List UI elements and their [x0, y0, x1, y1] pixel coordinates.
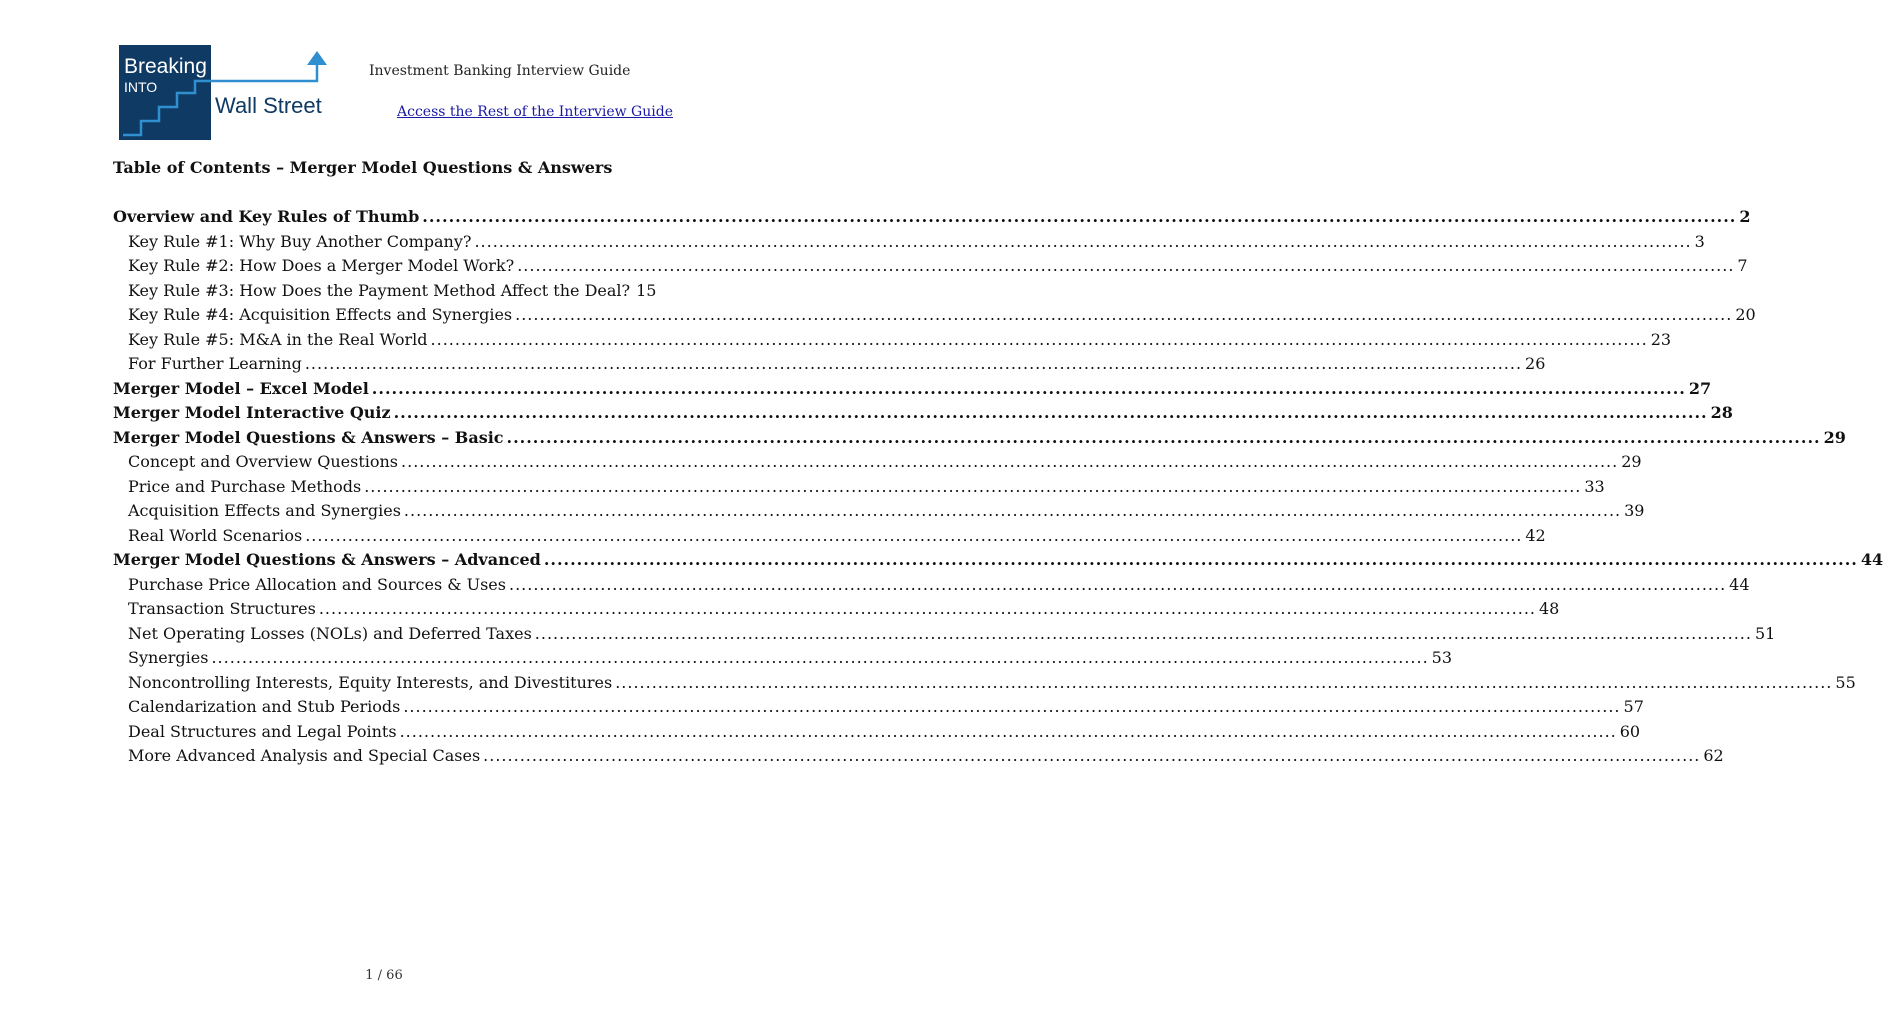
toc-entry-page: 26: [1525, 354, 1546, 373]
toc-entry-page: 27: [1688, 378, 1712, 398]
toc-dot-leader: ........................................................................................................................................................................................................: [305, 525, 1523, 545]
toc-entry[interactable]: [113, 672, 1856, 698]
toc-entry-page: 28: [1710, 403, 1733, 422]
toc-heading: Table of Contents – Merger Model Questions & Answers: [113, 158, 613, 177]
toc-dot-leader: ........................................................................................................................................................................................................: [393, 403, 1708, 422]
toc-dot-leader: ........................................................................................................................................................................................................: [399, 721, 1617, 741]
toc-dot-leader: ........................................................................................................................................................................................................: [422, 207, 1737, 226]
toc-entry-page: 51: [1754, 623, 1776, 643]
toc-entry[interactable]: [113, 378, 1712, 404]
guide-title: Investment Banking Interview Guide: [369, 63, 631, 79]
toc-dot-leader: ........................................................................................................................................................................................................: [211, 648, 1429, 667]
toc-entry[interactable]: [113, 501, 1645, 526]
toc-dot-leader: ........................................................................................................................................................................................................: [371, 378, 1686, 398]
toc-dot-leader: ........................................................................................................................................................................................................: [430, 329, 1648, 349]
table-of-contents: [113, 207, 1883, 771]
toc-entry[interactable]: [113, 281, 655, 306]
breaking-into-wall-street-logo: [119, 45, 331, 140]
toc-entry[interactable]: [113, 721, 1641, 747]
toc-entry-label: For Further Learning: [128, 354, 302, 373]
toc-entry-page: 23: [1650, 329, 1672, 349]
toc-entry[interactable]: [113, 574, 1750, 600]
toc-dot-leader: ........................................................................................................................................................................................................: [515, 305, 1733, 324]
toc-entry[interactable]: [113, 746, 1724, 771]
toc-entry-page: 57: [1623, 697, 1644, 716]
toc-dot-leader: ........................................................................................................................................................................................................: [506, 427, 1821, 447]
toc-entry[interactable]: [113, 354, 1546, 379]
toc-entry[interactable]: [113, 427, 1846, 453]
toc-entry-label: Concept and Overview Questions: [128, 452, 399, 471]
toc-entry-page: 55: [1835, 672, 1856, 692]
logo-text-wall-street: Wall Street: [215, 93, 322, 118]
toc-entry-page: 39: [1624, 501, 1645, 520]
toc-entry-label: Price and Purchase Methods: [128, 476, 362, 496]
toc-entry-label: Noncontrolling Interests, Equity Interests, and Divestitures: [128, 672, 613, 692]
toc-entry-page: 15: [636, 280, 657, 300]
toc-entry-page: 42: [1525, 525, 1546, 545]
toc-entry[interactable]: [113, 207, 1751, 232]
toc-entry-label: Key Rule #5: M&A in the Real World: [128, 329, 428, 349]
logo-graphic: [119, 45, 331, 140]
toc-entry-page: 44: [1860, 550, 1883, 569]
logo-text-into: INTO: [124, 79, 158, 95]
toc-entry-label: Deal Structures and Legal Points: [128, 721, 397, 741]
toc-entry-label: Key Rule #1: Why Buy Another Company?: [128, 231, 472, 251]
toc-entry[interactable]: [113, 256, 1748, 281]
guide-access-link[interactable]: Access the Rest of the Interview Guide: [397, 104, 673, 120]
logo-arrow-icon: [307, 51, 327, 65]
toc-entry-label: Net Operating Losses (NOLs) and Deferred Taxes: [128, 623, 532, 643]
toc-entry[interactable]: [113, 403, 1733, 428]
toc-entry-label: Real World Scenarios: [128, 525, 303, 545]
toc-entry-label: Merger Model Questions & Answers – Basic: [113, 427, 504, 447]
toc-entry-page: 29: [1823, 427, 1846, 447]
toc-entry-page: 48: [1539, 599, 1560, 618]
toc-entry[interactable]: [113, 623, 1776, 649]
toc-dot-leader: ........................................................................................................................................................................................................: [364, 476, 1582, 496]
toc-dot-leader: ........................................................................................................................................................................................................: [543, 550, 1858, 569]
toc-entry-label: Merger Model – Excel Model: [113, 378, 369, 398]
toc-entry-label: Purchase Price Allocation and Sources & Uses: [128, 574, 506, 594]
toc-entry-label: Overview and Key Rules of Thumb: [113, 207, 420, 226]
toc-dot-leader: ........................................................................................................................................................................................................: [517, 256, 1735, 275]
toc-entry[interactable]: [113, 305, 1756, 330]
toc-entry-label: Acquisition Effects and Synergies: [128, 501, 401, 520]
toc-entry-page: 7: [1737, 256, 1748, 275]
logo-text-breaking: Breaking: [124, 55, 207, 78]
toc-entry-page: 60: [1619, 721, 1641, 741]
toc-dot-leader: ........................................................................................................................................................................................................: [403, 697, 1621, 716]
toc-entry-page: 44: [1729, 574, 1750, 594]
toc-entry-page: 20: [1735, 305, 1756, 324]
toc-entry-page: 33: [1584, 476, 1605, 496]
page-indicator: 1 / 66: [365, 968, 403, 983]
toc-entry[interactable]: [113, 648, 1453, 673]
toc-entry-label: Transaction Structures: [128, 599, 316, 618]
toc-entry-label: Key Rule #3: How Does the Payment Method Affect the Deal?: [128, 280, 631, 300]
toc-entry-page: 53: [1431, 648, 1453, 667]
toc-entry-label: Key Rule #2: How Does a Merger Model Work?: [128, 256, 515, 275]
toc-entry[interactable]: [113, 476, 1605, 502]
toc-dot-leader: ........................................................................................................................................................................................................: [318, 599, 1536, 618]
toc-dot-leader: ........................................................................................................................................................................................................: [403, 501, 1622, 520]
toc-dot-leader: ........................................................................................................................................................................................................: [508, 574, 1727, 594]
toc-entry[interactable]: [113, 599, 1560, 624]
toc-entry-page: 62: [1703, 746, 1724, 765]
toc-entry-label: Merger Model Interactive Quiz: [113, 403, 391, 422]
toc-dot-leader: ........................................................................................................................................................................................................: [615, 672, 1833, 692]
toc-entry-label: More Advanced Analysis and Special Cases: [128, 746, 481, 765]
toc-entry[interactable]: [113, 452, 1642, 477]
toc-dot-leader: ........................................................................................................................................................................................................: [474, 231, 1692, 251]
toc-entry-label: Synergies: [128, 648, 209, 667]
toc-dot-leader: ........................................................................................................................................................................................................: [304, 354, 1523, 373]
toc-entry-page: 3: [1694, 231, 1705, 251]
toc-entry[interactable]: [113, 550, 1883, 575]
toc-entry-page: 29: [1621, 452, 1642, 471]
toc-entry[interactable]: [113, 231, 1705, 257]
toc-entry-label: Key Rule #4: Acquisition Effects and Synergies: [128, 305, 513, 324]
toc-entry-label: Merger Model Questions & Answers – Advanced: [113, 550, 541, 569]
toc-dot-leader: ........................................................................................................................................................................................................: [534, 623, 1752, 643]
toc-dot-leader: ........................................................................................................................................................................................................: [483, 746, 1701, 765]
toc-entry[interactable]: [113, 697, 1644, 722]
toc-entry-label: Calendarization and Stub Periods: [128, 697, 401, 716]
toc-entry[interactable]: [113, 329, 1672, 355]
toc-entry-page: 2: [1739, 207, 1751, 226]
toc-dot-leader: ........................................................................................................................................................................................................: [401, 452, 1619, 471]
toc-entry[interactable]: [113, 525, 1546, 551]
